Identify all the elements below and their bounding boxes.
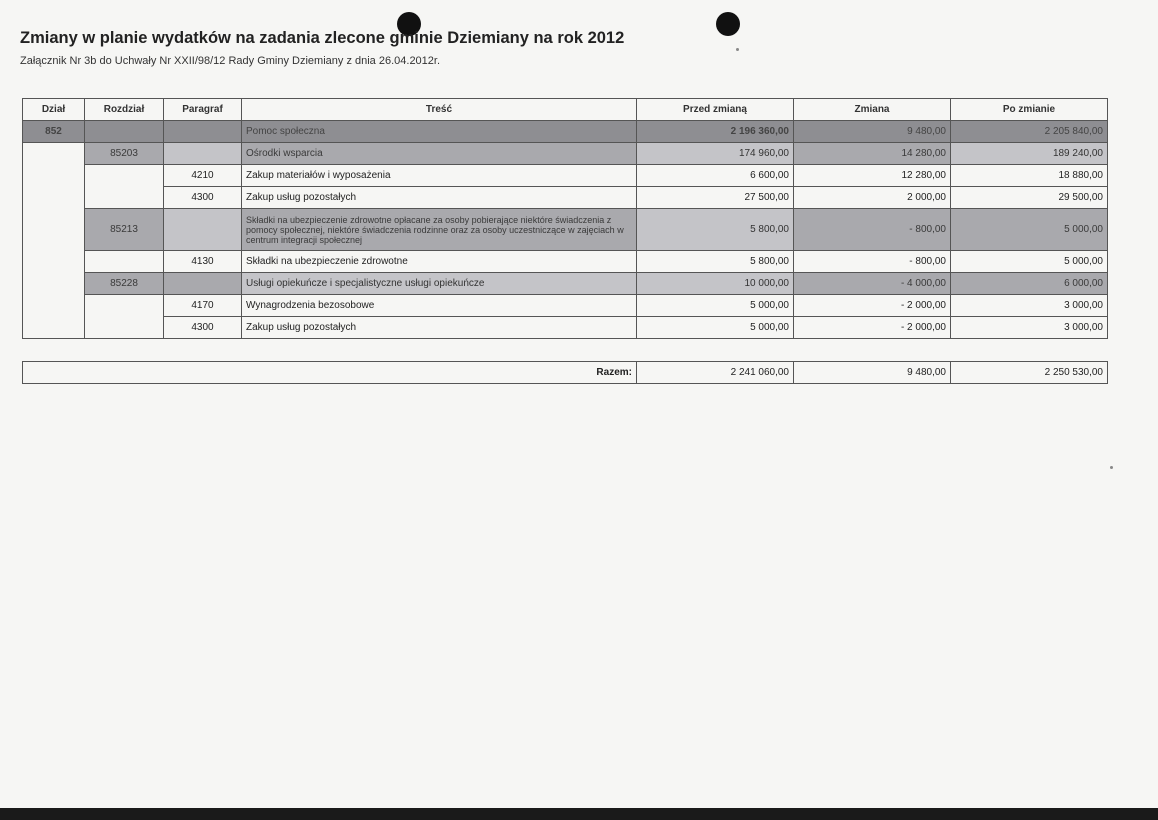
cell-przed-zmiana: 10 000,00 xyxy=(637,273,794,295)
cell-po-zmianie: 2 205 840,00 xyxy=(951,121,1108,143)
cell-tresc: Pomoc społeczna xyxy=(242,121,637,143)
cell-tresc: Ośrodki wsparcia xyxy=(242,143,637,165)
cell-po-zmianie: 3 000,00 xyxy=(951,295,1108,317)
cell-po-zmianie: 6 000,00 xyxy=(951,273,1108,295)
cell-tresc: Wynagrodzenia bezosobowe xyxy=(242,295,637,317)
cell-tresc: Usługi opiekuńcze i specjalistyczne usługi opiekuńcze xyxy=(242,273,637,295)
cell-zmiana: - 2 000,00 xyxy=(794,295,951,317)
table-row xyxy=(23,143,1108,165)
cell-po-zmianie: 3 000,00 xyxy=(951,317,1108,339)
cell-rozdzial: 85228 xyxy=(85,273,164,295)
cell-zmiana: - 800,00 xyxy=(794,209,951,251)
cell-tresc: Składki na ubezpieczenie zdrowotne opłacane za osoby pobierające niektóre świadczenia z pomocy społecznej, niektóre świadczenia rodzinne oraz za osoby uczestniczące w zajęciach w centrum integracji społecznej xyxy=(242,209,637,251)
cell-po-zmianie: 189 240,00 xyxy=(951,143,1108,165)
cell-przed-zmiana: 174 960,00 xyxy=(637,143,794,165)
cell-rozdzial: 85213 xyxy=(85,209,164,251)
cell-paragraf: 4210 xyxy=(164,165,242,187)
scan-speck xyxy=(736,48,739,51)
total-przed-zmiana: 2 241 060,00 xyxy=(637,362,794,384)
cell-przed-zmiana: 6 600,00 xyxy=(637,165,794,187)
cell-dzial-merged xyxy=(23,143,85,339)
table-header-row xyxy=(23,99,1108,121)
cell-przed-zmiana: 2 196 360,00 xyxy=(637,121,794,143)
cell-po-zmianie: 5 000,00 xyxy=(951,251,1108,273)
cell-paragraf: 4300 xyxy=(164,187,242,209)
cell-po-zmianie: 18 880,00 xyxy=(951,165,1108,187)
cell-paragraf: 4300 xyxy=(164,317,242,339)
cell-paragraf xyxy=(164,143,242,165)
cell-zmiana: 14 280,00 xyxy=(794,143,951,165)
document-title: Zmiany w planie wydatków na zadania zlecone gminie Dziemiany na rok 2012 xyxy=(20,29,625,47)
table-row xyxy=(23,121,1108,143)
expenditure-table xyxy=(22,98,1108,339)
header-przed-zmiana: Przed zmianą xyxy=(637,99,794,121)
cell-rozdzial-merged xyxy=(85,251,164,273)
cell-przed-zmiana: 5 800,00 xyxy=(637,251,794,273)
cell-rozdzial-merged xyxy=(85,165,164,209)
header-rozdzial: Rozdział xyxy=(85,99,164,121)
cell-zmiana: - 4 000,00 xyxy=(794,273,951,295)
scan-speck xyxy=(1110,466,1113,469)
cell-zmiana: 12 280,00 xyxy=(794,165,951,187)
cell-paragraf xyxy=(164,273,242,295)
cell-po-zmianie: 5 000,00 xyxy=(951,209,1108,251)
total-row xyxy=(23,362,1108,384)
cell-tresc: Zakup usług pozostałych xyxy=(242,187,637,209)
cell-rozdzial: 85203 xyxy=(85,143,164,165)
cell-paragraf: 4170 xyxy=(164,295,242,317)
cell-zmiana: 2 000,00 xyxy=(794,187,951,209)
punch-hole-right xyxy=(716,12,740,36)
cell-przed-zmiana: 5 000,00 xyxy=(637,317,794,339)
cell-dzial: 852 xyxy=(23,121,85,143)
table-row xyxy=(23,251,1108,273)
cell-rozdzial-merged xyxy=(85,295,164,339)
document-subtitle: Załącznik Nr 3b do Uchwały Nr XXII/98/12 Rady Gminy Dziemiany z dnia 26.04.2012r. xyxy=(20,55,441,67)
total-zmiana: 9 480,00 xyxy=(794,362,951,384)
cell-tresc: Zakup materiałów i wyposażenia xyxy=(242,165,637,187)
table-row xyxy=(23,317,1108,339)
cell-paragraf xyxy=(164,121,242,143)
header-tresc: Treść xyxy=(242,99,637,121)
total-label: Razem: xyxy=(23,362,637,384)
table-row xyxy=(23,273,1108,295)
table-row xyxy=(23,187,1108,209)
cell-tresc: Zakup usług pozostałych xyxy=(242,317,637,339)
header-paragraf: Paragraf xyxy=(164,99,242,121)
cell-paragraf xyxy=(164,209,242,251)
table-row xyxy=(23,209,1108,251)
cell-tresc: Składki na ubezpieczenie zdrowotne xyxy=(242,251,637,273)
cell-rozdzial xyxy=(85,121,164,143)
cell-paragraf: 4130 xyxy=(164,251,242,273)
header-dzial: Dział xyxy=(23,99,85,121)
table-row xyxy=(23,165,1108,187)
cell-zmiana: - 2 000,00 xyxy=(794,317,951,339)
header-zmiana: Zmiana xyxy=(794,99,951,121)
total-po-zmianie: 2 250 530,00 xyxy=(951,362,1108,384)
cell-przed-zmiana: 5 800,00 xyxy=(637,209,794,251)
cell-zmiana: - 800,00 xyxy=(794,251,951,273)
table-row xyxy=(23,295,1108,317)
header-po-zmianie: Po zmianie xyxy=(951,99,1108,121)
cell-przed-zmiana: 5 000,00 xyxy=(637,295,794,317)
cell-przed-zmiana: 27 500,00 xyxy=(637,187,794,209)
scan-bottom-edge xyxy=(0,808,1158,820)
cell-zmiana: 9 480,00 xyxy=(794,121,951,143)
cell-po-zmianie: 29 500,00 xyxy=(951,187,1108,209)
total-table xyxy=(22,361,1108,384)
